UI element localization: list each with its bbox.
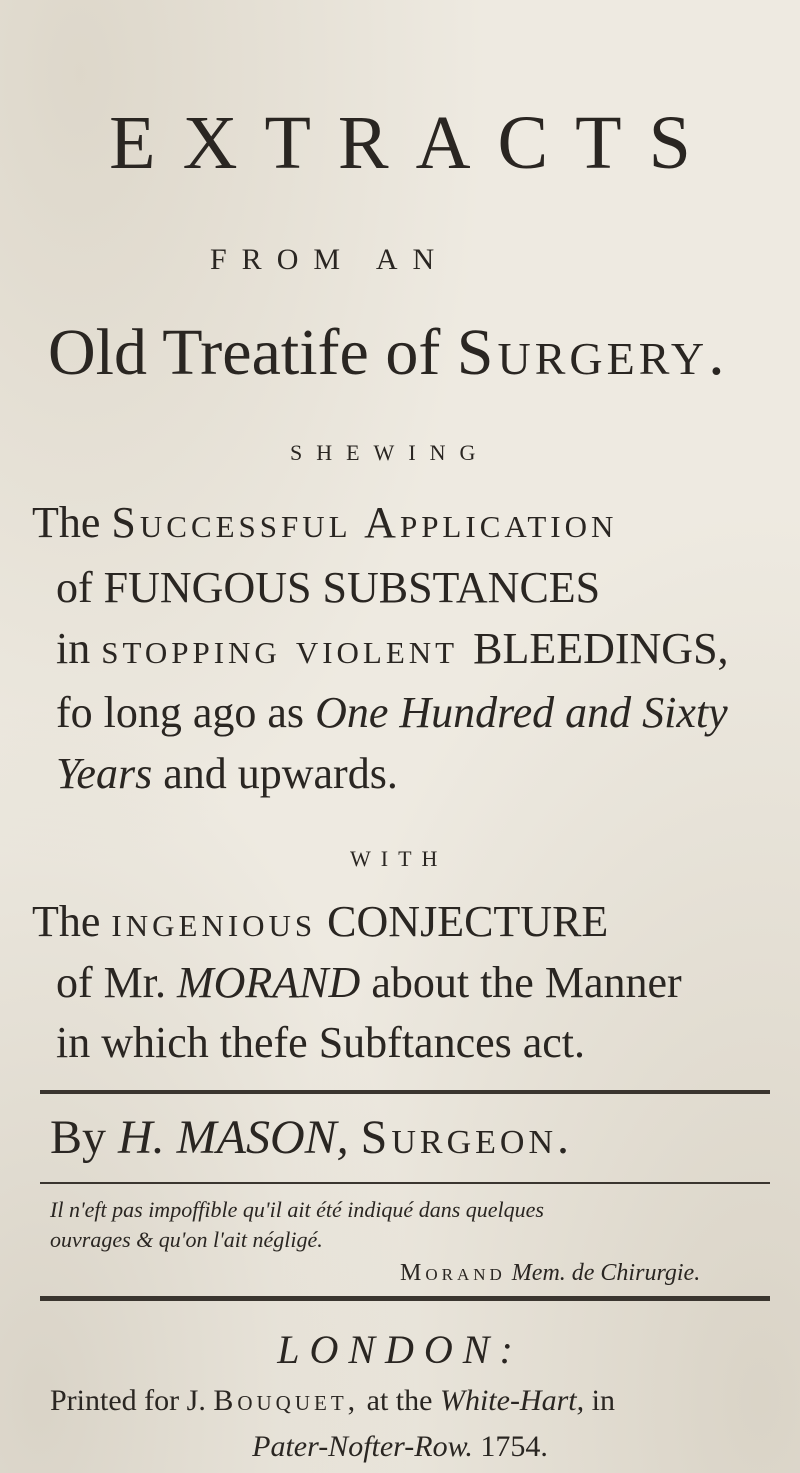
imprint-printed bbox=[50, 1384, 615, 1418]
body-line-3-sc: stopping violent bbox=[101, 624, 474, 673]
treatise-line bbox=[48, 315, 729, 391]
imprint-address bbox=[0, 1430, 800, 1464]
conjecture-line-2 bbox=[56, 957, 682, 1008]
street-name: Pater-Nofter-Row. bbox=[252, 1430, 473, 1463]
author-role: Surgeon. bbox=[360, 1111, 574, 1164]
conjecture-line-3: in which thefe Subftances act. bbox=[56, 1018, 586, 1067]
divider-rule-1 bbox=[40, 1090, 770, 1094]
printed-for: Printed for J. bbox=[50, 1384, 214, 1417]
body-line-1-sc: Successful Application bbox=[111, 498, 618, 547]
printed-in: in bbox=[584, 1384, 615, 1417]
body-line-3-end: BLEEDINGS, bbox=[473, 624, 729, 673]
body-line-4 bbox=[56, 687, 728, 738]
body-line-5-b: and upwards. bbox=[152, 749, 398, 798]
divider-rule-3 bbox=[40, 1296, 770, 1301]
conjecture-word: CONJECTURE bbox=[316, 897, 609, 946]
epigraph-line-2: ouvrages & qu'on l'ait négligé. bbox=[50, 1227, 323, 1252]
body-line-1-the: The bbox=[32, 498, 112, 547]
epigraph-line-1: Il n'eft pas impoffible qu'il ait été indiqué dans quelques bbox=[50, 1197, 544, 1222]
body-line-5-italic: Years bbox=[56, 749, 153, 798]
conjecture-line-1 bbox=[32, 896, 608, 947]
with: WITH bbox=[350, 846, 448, 871]
from-an: FROM AN bbox=[210, 243, 450, 276]
treatise-surgery: Surgery. bbox=[456, 316, 729, 389]
main-title: EXTRACTS bbox=[109, 101, 718, 185]
attribution-work: Mem. de Chirurgie. bbox=[505, 1260, 701, 1286]
conjecture-morand: MORAND bbox=[177, 958, 361, 1007]
body-line-1 bbox=[32, 497, 617, 548]
attribution-name: Morand bbox=[400, 1260, 506, 1286]
printer-name: Bouquet, bbox=[213, 1384, 360, 1417]
epigraph-attribution bbox=[400, 1260, 700, 1287]
author-by: By bbox=[50, 1111, 119, 1164]
treatise-prefix: Old Treatife of bbox=[48, 316, 457, 389]
body-line-4-a: fo long ago as bbox=[56, 688, 316, 737]
shewing: SHEWING bbox=[290, 440, 490, 465]
imprint-year: 1754. bbox=[472, 1430, 548, 1463]
body-line-5 bbox=[56, 748, 398, 799]
body-line-3-in: in bbox=[56, 624, 102, 673]
author-line bbox=[50, 1110, 573, 1165]
conjecture-manner: about the Manner bbox=[360, 958, 682, 1007]
conjecture-ingenious: ingenious bbox=[111, 897, 317, 946]
author-name: H. MASON, bbox=[118, 1111, 349, 1164]
divider-rule-2 bbox=[40, 1182, 770, 1184]
body-line-4-italic: One Hundred and Sixty bbox=[315, 688, 728, 737]
imprint-city: LONDON: bbox=[277, 1327, 523, 1372]
printed-at: at the bbox=[359, 1384, 440, 1417]
shop-sign: White-Hart, bbox=[439, 1384, 585, 1417]
conjecture-the: The bbox=[32, 897, 112, 946]
conjecture-of: of Mr. bbox=[56, 958, 177, 1007]
body-line-3 bbox=[56, 623, 729, 674]
body-line-2: of FUNGOUS SUBSTANCES bbox=[56, 563, 601, 612]
